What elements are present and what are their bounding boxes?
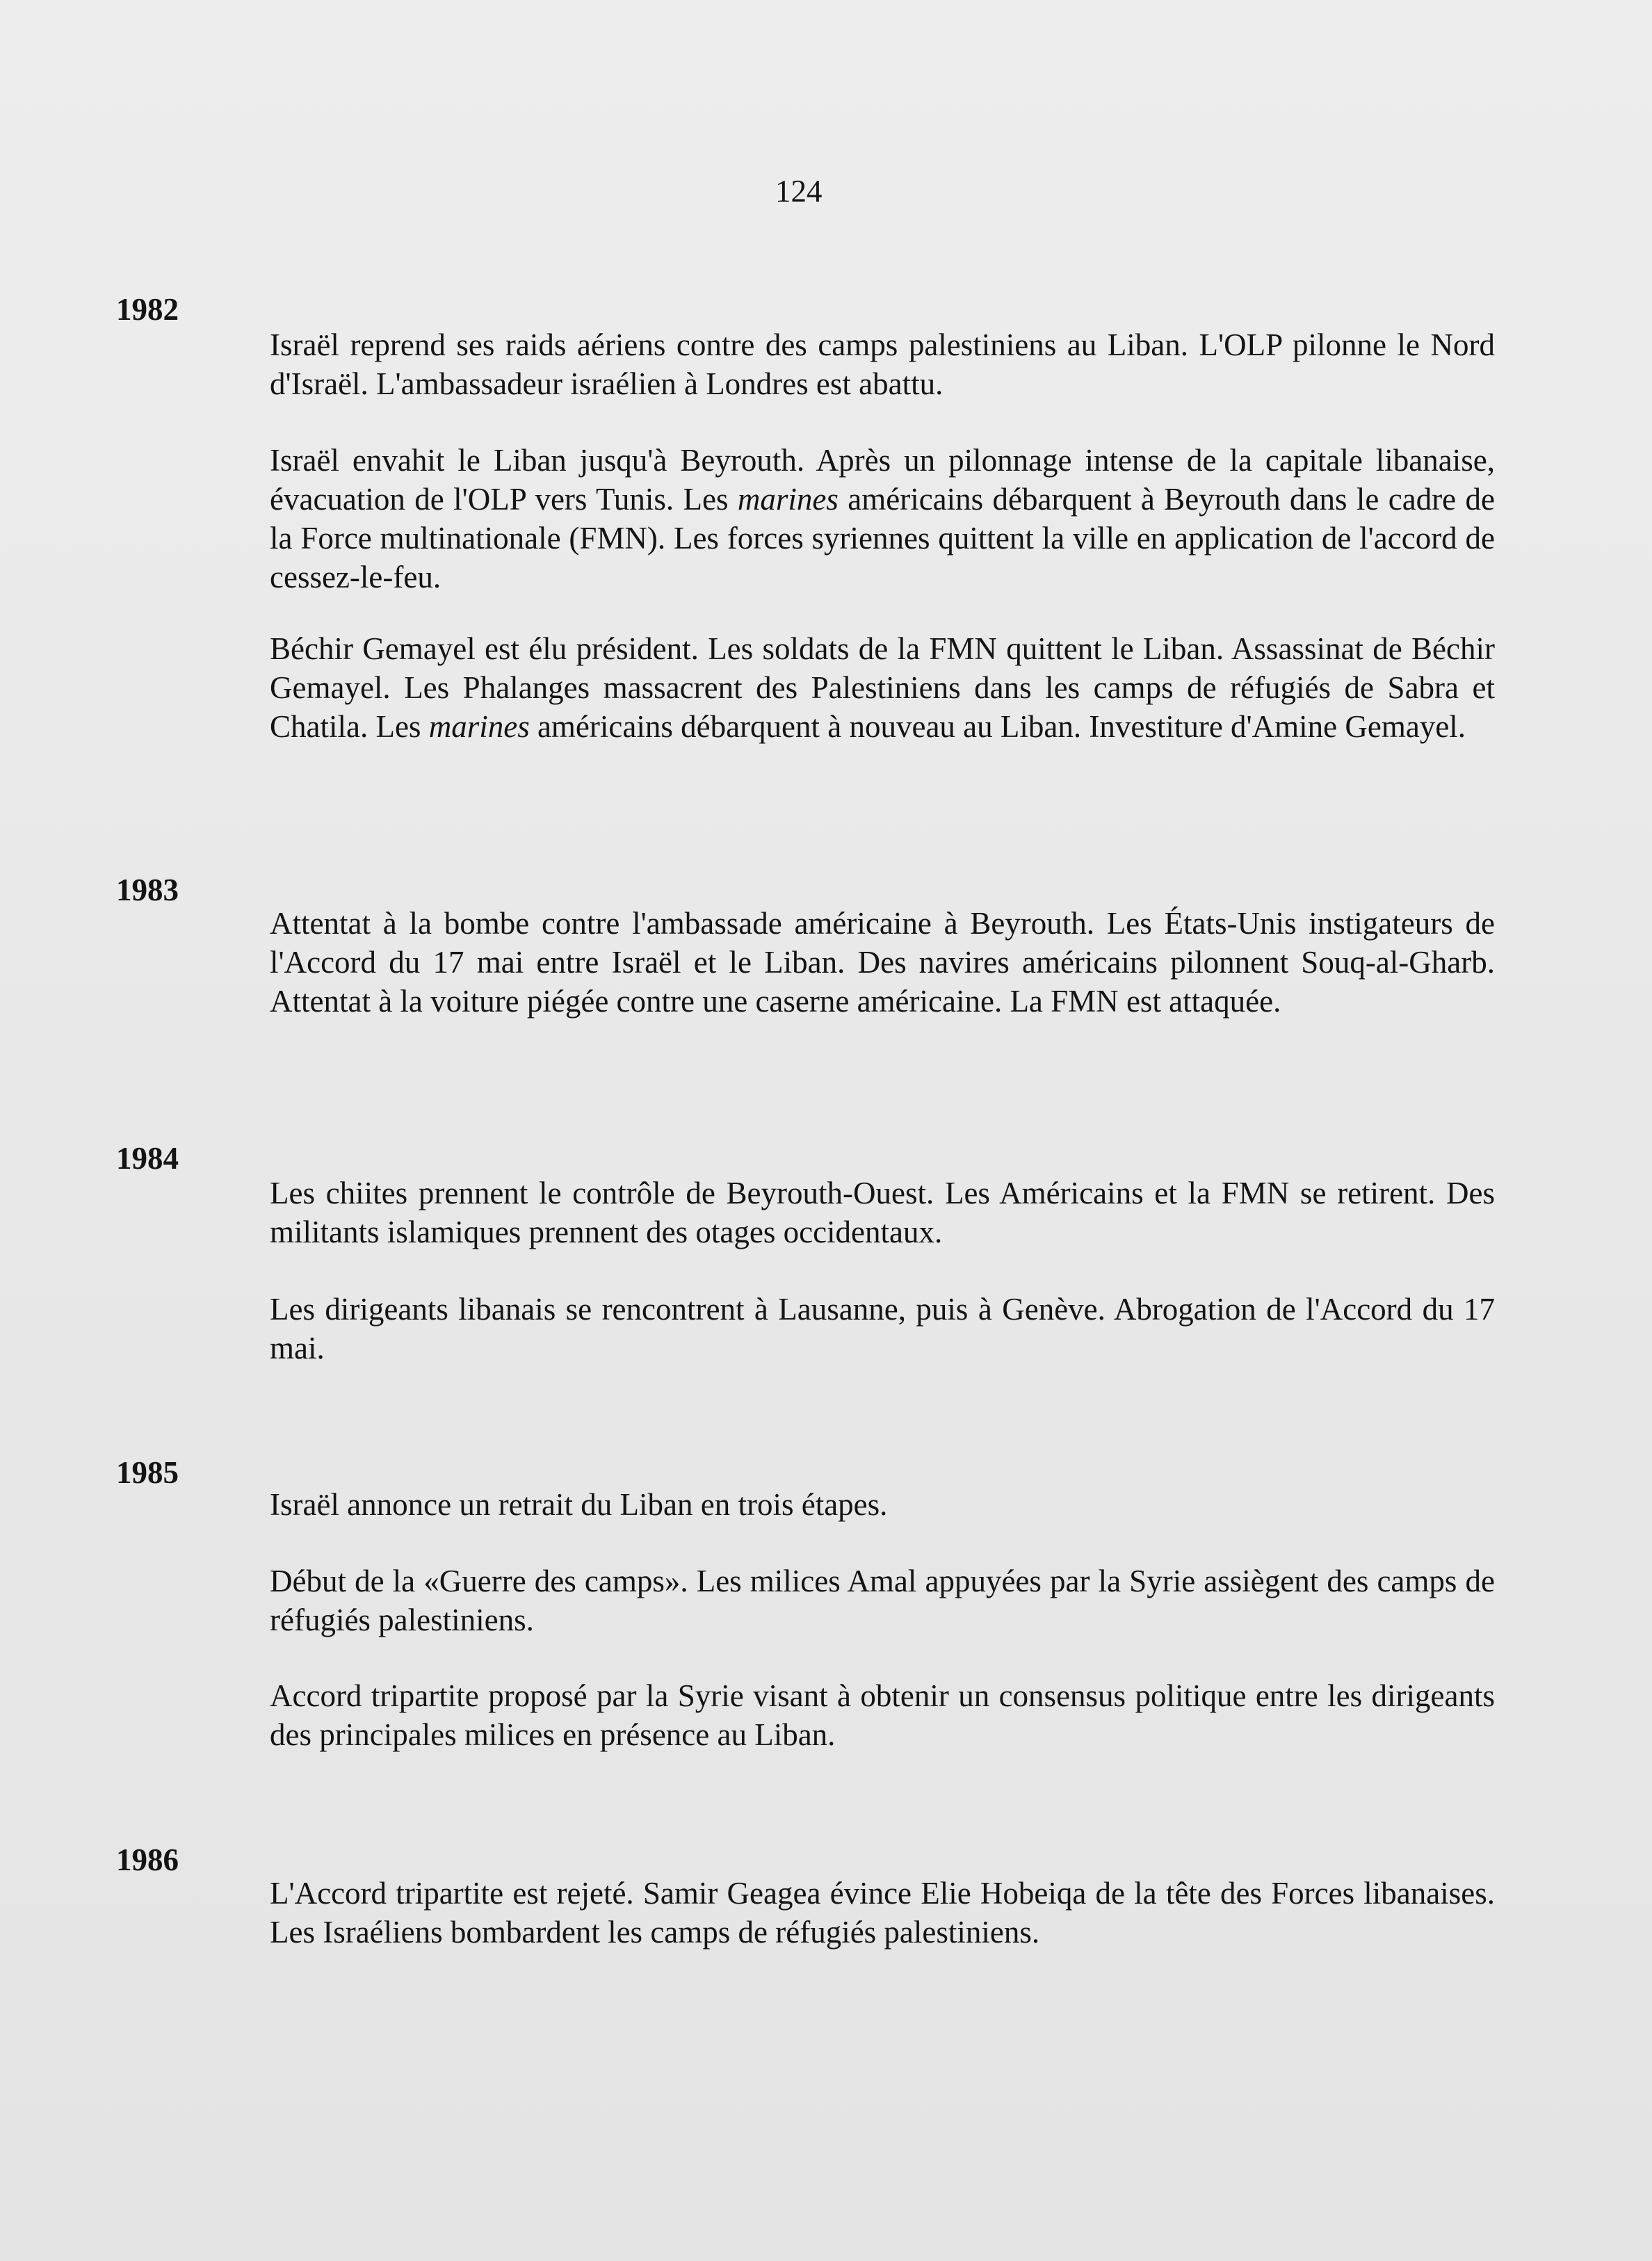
entry-text: américains débarquent à Beyrouth dans le cadre de la Force multinationale (FMN). Les forces syriennes quittent la ville en application de l'accord de cessez-le-feu. [270,482,1496,594]
entry-1985-accord-tripartite: Accord tripartite proposé par la Syrie visant à obtenir un consensus politique entre les dirigeants des principales milices en présence au Liban. [270,1678,1495,1752]
year-heading-1983: 1983 [116,873,179,907]
entry-1982-gemayel [270,629,1495,746]
year-heading-1986: 1986 [116,1842,179,1877]
entry-1984-chiites: Les chiites prennent le contrôle de Beyrouth-Ouest. Les Américains et la FMN se retirent. Des militants islamiques prennent des otages occidentaux. [270,1176,1495,1249]
year-heading-1985: 1985 [116,1455,179,1490]
entry-1984-lausanne: Les dirigeants libanais se rencontrent à Lausanne, puis à Genève. Abrogation de l'Accord du 17 mai. [270,1292,1495,1365]
entry-text: américains débarquent à nouveau au Liban. Investiture d'Amine Gemayel. [529,709,1466,744]
entry-1985-retrait: Israël annonce un retrait du Liban en trois étapes. [270,1487,888,1522]
entry-1983-attentat: Attentat à la bombe contre l'ambassade américaine à Beyrouth. Les États-Unis instigateurs de l'Accord du 17 mai entre Israël et le Liban. Des navires américains pilonnent Souq-al-Gharb. Attentat à la voiture piégée contre une caserne américaine. La FMN est attaquée. [270,906,1495,1019]
entry-text-italic: marines [737,482,839,517]
page-number: 124 [775,174,823,209]
entry-text: Israël envahit le Liban jusqu'à Beyrouth. Après un pilonnage intense de la capitale libanaise, évacuation de l'OLP vers Tunis. Les [270,443,1495,517]
year-heading-1982: 1982 [116,292,179,327]
entry-text-italic: marines [428,709,530,744]
year-heading-1984: 1984 [116,1141,179,1176]
entry-1985-guerre-des-camps: Début de la «Guerre des camps». Les milices Amal appuyées par la Syrie assiègent des camps de réfugiés palestiniens. [270,1564,1495,1637]
entry-text: Béchir Gemayel est élu président. Les soldats de la FMN quittent le Liban. Assassinat de Béchir Gemayel. Les Phalanges massacrent des Palestiniens dans les camps de réfugiés de Sabra et Chatila. Les [270,631,1495,744]
entry-1982-invasion [270,441,1495,597]
entry-1986-rejet: L'Accord tripartite est rejeté. Samir Geagea évince Elie Hobeiqa de la tête des Forces libanaises. Les Israéliens bombardent les camps de réfugiés palestiniens. [270,1876,1495,1950]
entry-1982-raids: Israël reprend ses raids aériens contre des camps palestiniens au Liban. L'OLP pilonne le Nord d'Israël. L'ambassadeur israélien à Londres est abattu. [270,327,1495,401]
